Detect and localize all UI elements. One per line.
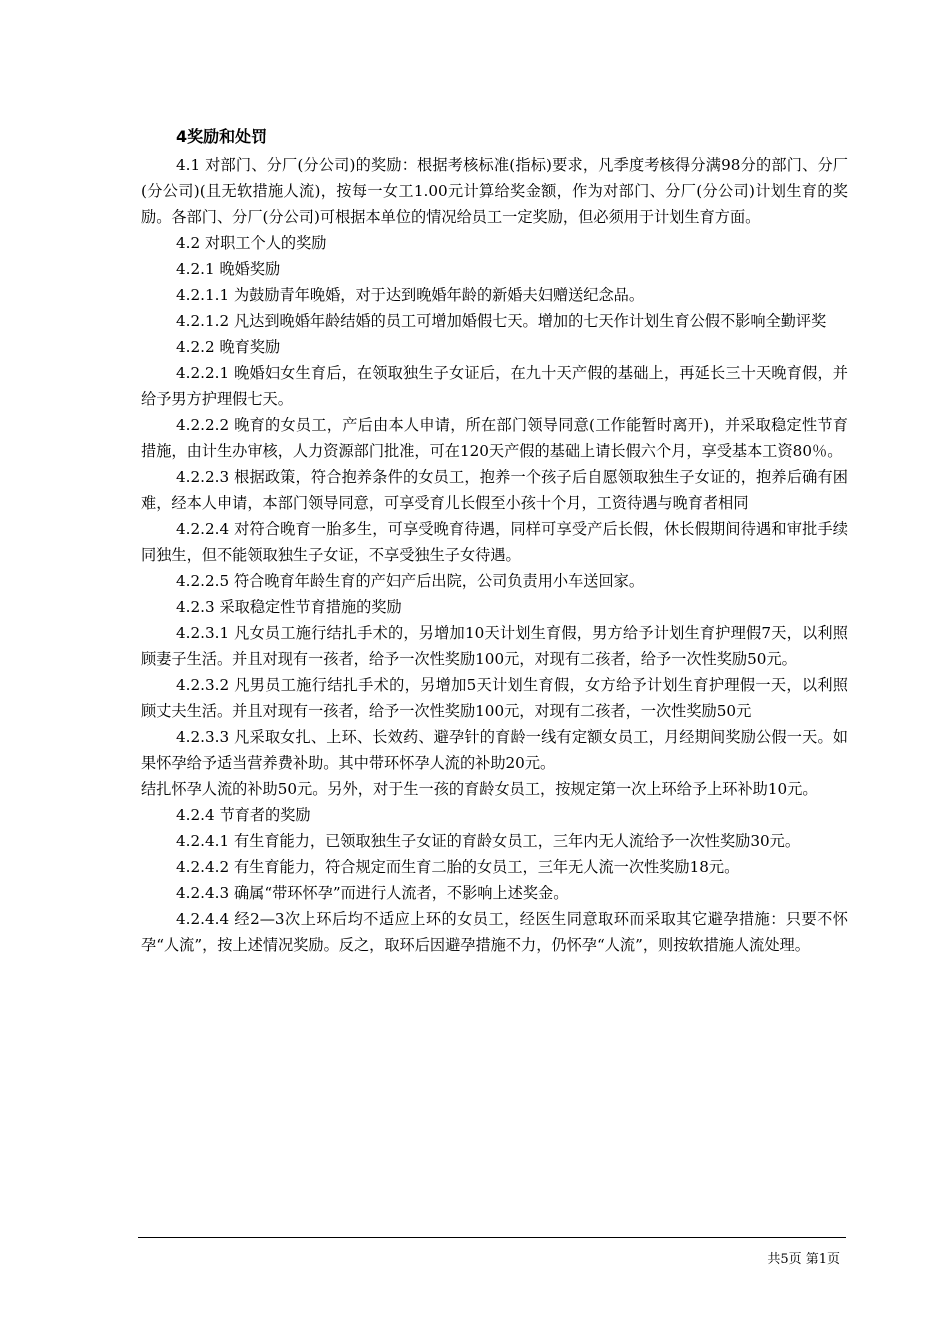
paragraph: 4.2.2.5 符合晚育年龄生育的产妇产后出院，公司负责用小车送回家。	[176, 572, 645, 590]
paragraph: 4.2.3.1 凡女员工施行结扎手术的，另增加10天计划生育假，男方给予计划生育护理假7天，以利照顾妻子生活。并且对现有一孩者，给予一次性奖励100元，对现有二孩者，给予一次性奖励50元。	[141, 624, 848, 668]
paragraph: 4.2.4.1 有生育能力，已领取独生子女证的育龄女员工，三年内无人流给予一次性奖励30元。	[176, 832, 801, 850]
page-number: 共5页 第1页	[767, 1252, 840, 1267]
paragraph: 4.1 对部门、分厂(分公司)的奖励：根据考核标准(指标)要求，凡季度考核得分满98分的部门、分厂(分公司)(且无软措施人流)，按每一女工1.00元计算给奖金额，作为对部门、分厂(分公司)计划生育的奖励。各部门、分厂(分公司)可根据本单位的情况给员工一定奖励，但必须用于计划生育方面。	[141, 156, 848, 226]
paragraph: 4.2.1.1 为鼓励青年晚婚，对于达到晚婚年龄的新婚夫妇赠送纪念品。	[176, 286, 645, 304]
document-body	[141, 124, 848, 958]
paragraph: 4.2.3 采取稳定性节育措施的奖励	[176, 598, 402, 616]
paragraph: 4.2.2.3 根据政策，符合抱养条件的女员工，抱养一个孩子后自愿领取独生子女证的，抱养后确有困难，经本人申请，本部门领导同意，可享受育儿长假至小孩十个月，工资待遇与晚育者相同	[141, 468, 848, 512]
paragraph: 4.2.2.2 晚育的女员工，产后由本人申请，所在部门领导同意(工作能暂时离开)，并采取稳定性节育措施，由计生办审核，人力资源部门批准，可在120天产假的基础上请长假六个月，享受基本工资80％。	[141, 416, 848, 460]
paragraph: 4.2.4 节育者的奖励	[176, 806, 311, 824]
paragraph: 4.2.2 晚育奖励	[176, 338, 281, 356]
paragraph: 4.2.4.2 有生育能力，符合规定而生育二胎的女员工，三年无人流一次性奖励18元。	[176, 858, 740, 876]
paragraph: 4.2.3.3 凡采取女扎、上环、长效药、避孕针的育龄一线有定额女员工，月经期间奖励公假一天。如果怀孕给予适当营养费补助。其中带环怀孕人流的补助20元。	[141, 728, 848, 772]
paragraph: 4.2.2.1 晚婚妇女生育后，在领取独生子女证后，在九十天产假的基础上，再延长三十天晚育假，并给予男方护理假七天。	[141, 364, 848, 408]
section-heading: 4奖励和处罚	[176, 127, 268, 146]
paragraph: 4.2 对职工个人的奖励	[176, 234, 327, 252]
paragraph: 结扎怀孕人流的补助50元。另外，对于生一孩的育龄女员工，按规定第一次上环给予上环补助10元。	[141, 780, 818, 798]
footer-divider	[138, 1237, 846, 1238]
paragraph: 4.2.3.2 凡男员工施行结扎手术的，另增加5天计划生育假，女方给予计划生育护理假一天，以利照顾丈夫生活。并且对现有一孩者，给予一次性奖励100元，对现有二孩者，一次性奖励50元	[141, 676, 848, 720]
paragraph-list	[141, 152, 848, 958]
paragraph: 4.2.1 晚婚奖励	[176, 260, 281, 278]
paragraph: 4.2.2.4 对符合晚育一胎多生，可享受晚育待遇，同样可享受产后长假，休长假期间待遇和审批手续同独生，但不能领取独生子女证，不享受独生子女待遇。	[141, 520, 848, 564]
paragraph: 4.2.1.2 凡达到晚婚年龄结婚的员工可增加婚假七天。增加的七天作计划生育公假不影响全勤评奖	[176, 312, 827, 330]
paragraph: 4.2.4.3 确属“带环怀孕”而进行人流者，不影响上述奖金。	[176, 884, 569, 902]
paragraph: 4.2.4.4 经2—3次上环后均不适应上环的女员工，经医生同意取环而采取其它避孕措施：只要不怀孕“人流”，按上述情况奖励。反之，取环后因避孕措施不力，仍怀孕“人流”，则按软措施人流处理。	[141, 910, 848, 954]
